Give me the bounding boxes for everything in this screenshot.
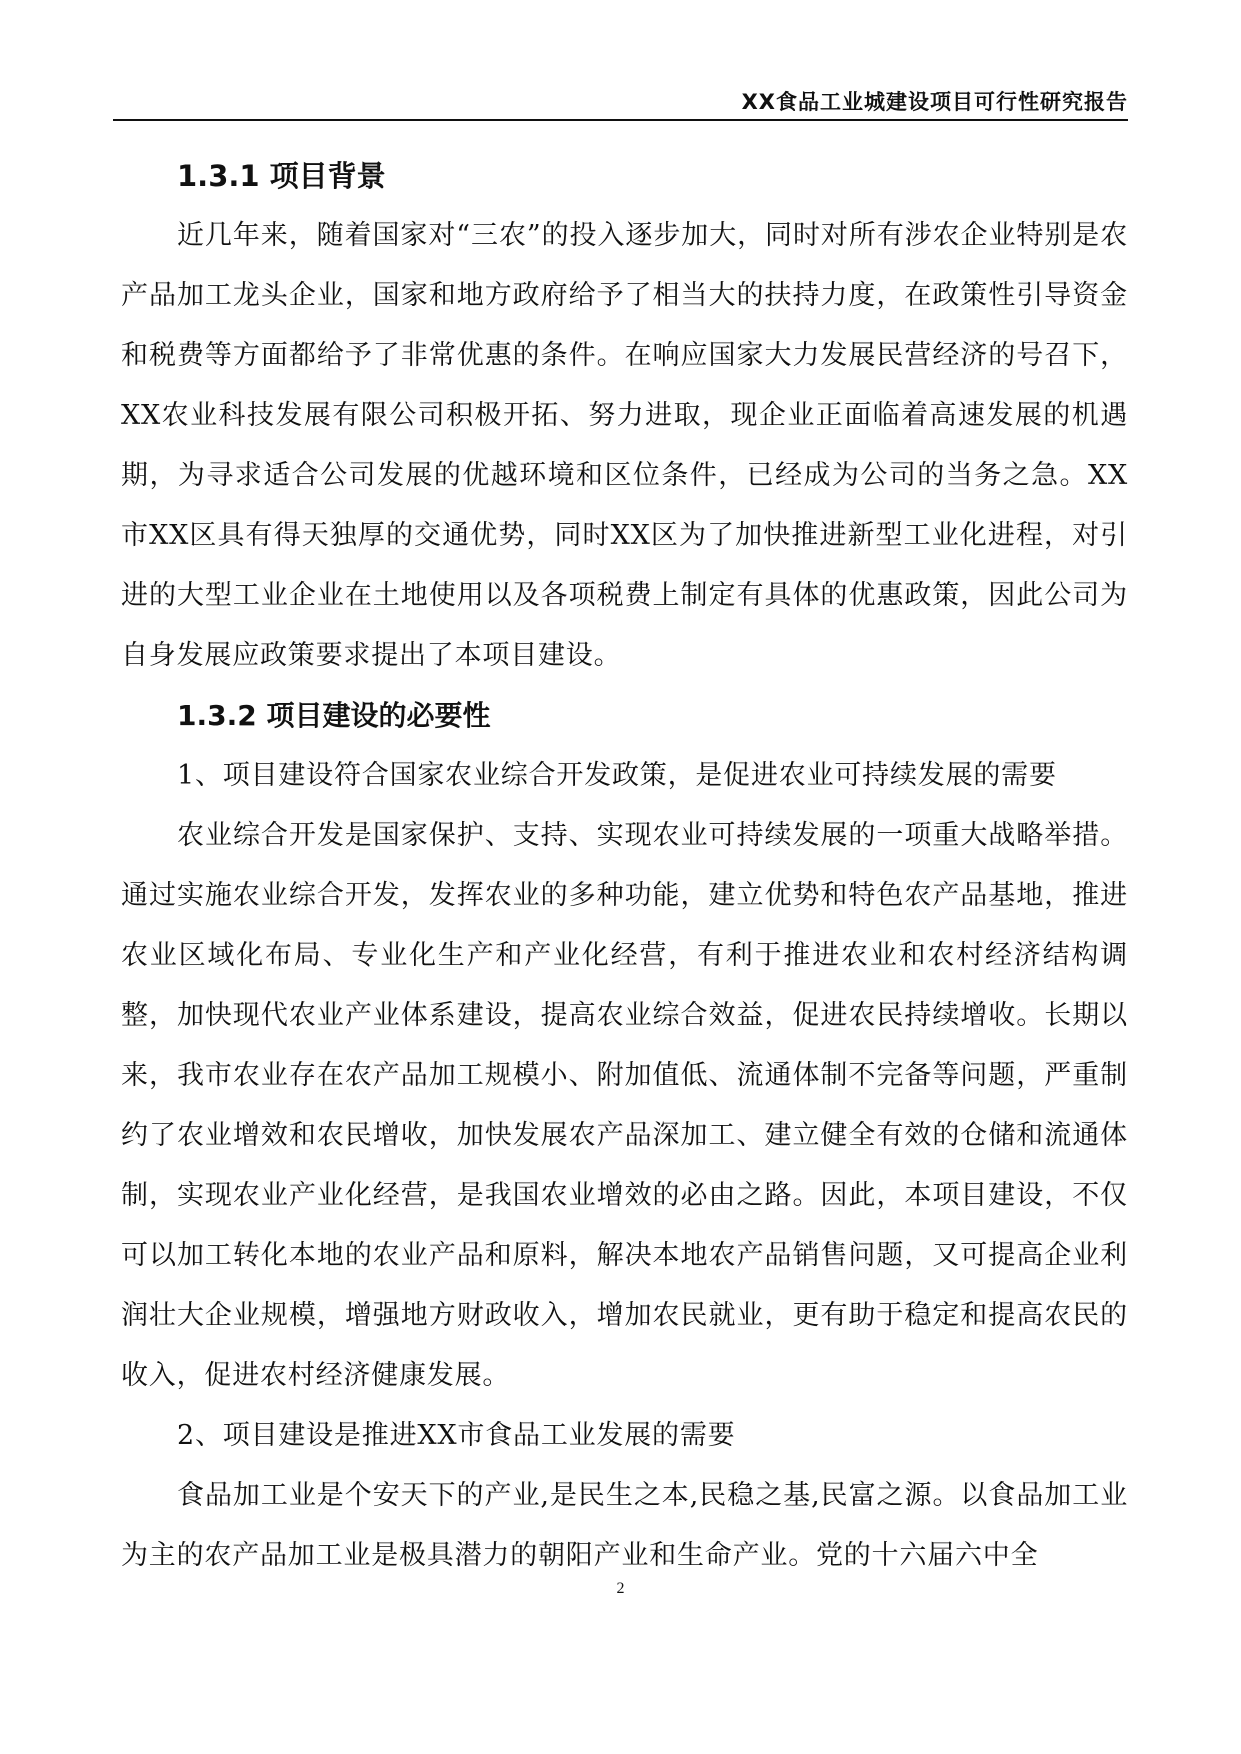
running-header-title: XX食品工业城建设项目可行性研究报告: [741, 90, 1128, 114]
page-number: 2: [616, 1580, 625, 1597]
paragraph-project-background: 近几年来，随着国家对“三农”的投入逐步加大，同时对所有涉农企业特别是农产品加工龙头企业，国家和地方政府给予了相当大的扶持力度，在政策性引导资金和税费等方面都给予了非常优惠的条件。在响应国家大力发展民营经济的号召下，XX农业科技发展有限公司积极开拓、努力进取，现企业正面临着高速发展的机遇期，为寻求适合公司发展的优越环境和区位条件，已经成为公司的当务之急。XX市XX区具有得天独厚的交通优势，同时XX区为了加快推进新型工业化进程，对引进的大型工业企业在土地使用以及各项税费上制定有具体的优惠政策，因此公司为自身发展应政策要求提出了本项目建设。: [121, 220, 1128, 671]
section-heading-1-3-2: 1.3.2 项目建设的必要性: [177, 699, 491, 732]
section-heading-1-3-1: 1.3.1 项目背景: [177, 159, 386, 193]
header-divider: [113, 119, 1128, 121]
paragraph-item-2: 食品加工业是个安天下的产业,是民生之本,民稳之基,民富之源。以食品加工业为主的农产品加工业是极具潜力的朝阳产业和生命产业。党的十六届六中全: [121, 1480, 1128, 1571]
item-2-title: 2、项目建设是推进XX市食品工业发展的需要: [177, 1420, 736, 1451]
item-1-title: 1、项目建设符合国家农业综合开发政策，是促进农业可持续发展的需要: [177, 760, 1057, 791]
document-body: [121, 146, 1128, 1586]
paragraph-item-1: 农业综合开发是国家保护、支持、实现农业可持续发展的一项重大战略举措。通过实施农业综合开发，发挥农业的多种功能，建立优势和特色农产品基地，推进农业区域化布局、专业化生产和产业化经营，有利于推进农业和农村经济结构调整，加快现代农业产业体系建设，提高农业综合效益，促进农民持续增收。长期以来，我市农业存在农产品加工规模小、附加值低、流通体制不完备等问题，严重制约了农业增效和农民增收，加快发展农产品深加工、建立健全有效的仓储和流通体制，实现农业产业化经营，是我国农业增效的必由之路。因此，本项目建设，不仅可以加工转化本地的农业产品和原料，解决本地农产品销售问题，又可提高企业利润壮大企业规模，增强地方财政收入，增加农民就业，更有助于稳定和提高农民的收入，促进农村经济健康发展。: [121, 820, 1128, 1391]
